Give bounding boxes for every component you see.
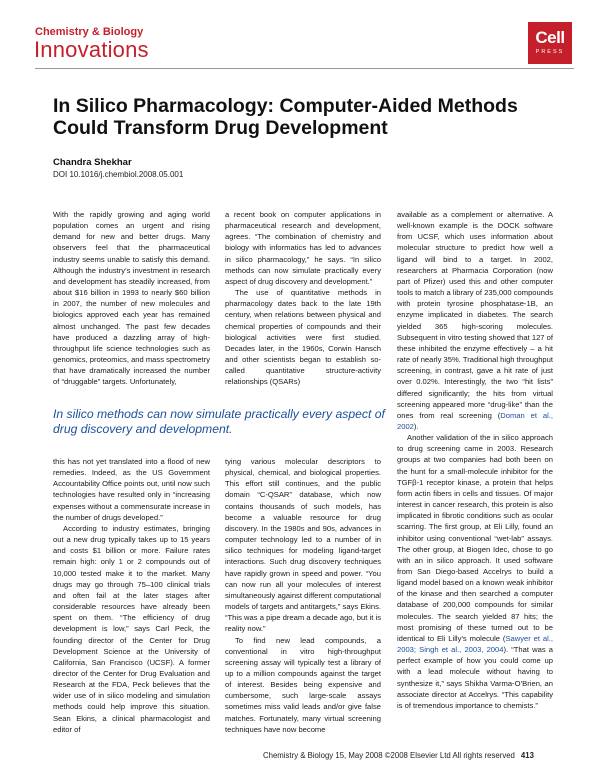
reference-link[interactable]: Sawyer et al., 2003; Singh et al., 2003, 2004 [397, 633, 553, 655]
page-number: 413 [520, 751, 534, 760]
paragraph: According to industry estimates, bringing out a new drug typically takes up to 15 years and costs $1 billion or more. Failure rates remain high: only 1 or 2 compounds out of 10,000 tested make it to the market. Many drugs may go through 75–100 clinical trials and often fail at the later stages after considerable resources have already been spent on them. “The efficiency of drug development is low,” says Carl Peck, the founding director of the Center for Drug Development Science at the University of California, San Francisco (UCSF). A former director of the Center for Drug Evaluation and Research at the FDA, Peck believes that the wider use of in silico modeling and simulation methods could help improve this situation. Sean Ekins, a clinical pharmacologist and editor of [53, 523, 210, 734]
journal-name: Chemistry & Biology [35, 26, 144, 38]
logo-subtext: PRESS [535, 49, 565, 55]
footer-citation: Chemistry & Biology 15, May 2008 ©2008 Elsevier Ltd All rights reserved [263, 751, 515, 760]
paragraph: this has not yet translated into a flood of new remedies. Indeed, as the US Government Accountability Office points out, until now such technologies have resulted only in “increasing expenses without a commensurate increase in the number of drugs developed.” [53, 457, 210, 522]
column-2-bottom [225, 456, 381, 735]
column-2-top [225, 209, 381, 388]
paragraph: tying various molecular descriptors to physical, chemical, and biological properties. This effort still continues, and the public domain “C-QSAR” database, which now contains thousands of such models, has become a valuable resource for drug discovery. In the 1980s and 90s, advances in computer technology led to a number of in silico techniques for modeling ligand-target interactions. Such drug discovery techniques have rapidly grown in speed and power. “You can now run all your molecules of interest simultaneously against different computational models of targets and antitargets,” says Ekins. “This was a pipe dream a decade ago, but it is reality now.” [225, 457, 381, 634]
paragraph: Another validation of the in silico approach to drug screening came in 2003. Research groups at two companies had both been on the hunt for a small-molecule inhibitor for the TGFβ-1 receptor kinase, a protein that helps form actin fibers in cells and tissues. Of major interest in cancer research, this protein is also implicated in fibrotic conditions such as ocular scarring. The first group, at Eli Lilly, found an inhibitor using conventional “wet-lab” assays. The other group, at Biogen Idec, chose to go with an in silico approach. It used software from San Diego-based Accelrys to build a ligand model based on a known weak inhibitor of the kinase and then searched a computer database of 200,000 compounds for similar molecules. The search yielded 87 hits; the most promising of these turned out to be identical to Eli Lilly’s molecule (Sawyer et al., 2003; Singh et al., 2003, 2004). “That was a perfect example of how you could come up with a lead molecule without having to synthesize it,” says Shikha Varma-O’Brien, an associate director at Accelrys. “This capability is of tremendous importance to chemists.” [397, 433, 553, 710]
doi-text: DOI 10.1016/j.chembiol.2008.05.001 [53, 170, 184, 179]
cell-press-logo [528, 22, 572, 64]
paragraph: To find new lead compounds, a conventional in vitro high-throughput screening assay will typically test a library of up to a million compounds against the target of interest. Besides being expensive and cumbersome, such large-scale assays sometimes miss valid leads and/or give false matches. Fortunately, many virtual screening techniques have now become [225, 635, 381, 734]
logo-text: Cell [535, 28, 565, 47]
author-name: Chandra Shekhar [53, 157, 132, 168]
column-1-bottom [53, 456, 210, 735]
reference-link[interactable]: Doman et al., 2002 [397, 410, 553, 431]
article-title: In Silico Pharmacology: Computer-Aided Methods Could Transform Drug Development [53, 95, 518, 139]
paragraph: available as a complement or alternative. A well-known example is the DOCK software from UCSF, which uses information about molecular structure to predict how well a ligand will bind to a target. In 2002, researchers at Pharmacia Corporation (now part of Pfizer) used this and other computer tools to match a library of 235,000 compounds with protein tyrosine phosphatase-1B, an enzyme implicated in diabetes. The search yielded 365 high-scoring molecules. Subsequent in vitro testing showed that 127 of these inhibited the enzyme effectively – a hit rate of nearly 35%. Traditional high throughput screening, in contrast, gave a hit rate of just over 0.02%. Interestingly, the two “hit lists” differed significantly; the hits from virtual screening appeared more “drug-like” than the ones from real screening (Doman et al., 2002). [397, 210, 553, 431]
paragraph: The use of quantitative methods in pharmacology dates back to the late 19th century, when relations between physical and chemical properties of compounds and their biological activities were first studied. Decades later, in the 1960s, Corwin Hansch and other scientists began to establish so-called quantitative structure-activity relationships (QSARs) [225, 288, 381, 387]
column-1-top [53, 209, 210, 388]
paragraph: a recent book on computer applications in pharmaceutical research and development, agrees. “The combination of chemistry and biology with informatics has led to advances in silico pharmacology,” he says. “In silico methods can now simulate practically every aspect of drug discovery and development.” [225, 210, 381, 286]
page-footer [263, 751, 534, 760]
paragraph: With the rapidly growing and aging world population comes an urgent and rising demand for new and better drugs. Many observers feel that the pharmaceutical industry seems unable to satisfy this demand. Although the industry’s investment in research and development has steadily increased, from about $16 billion in 1993 to nearly $60 billion in 2007, the number of new molecules and biologics approved each year has remained almost unchanged. The past few decades have produced a dazzling array of high-throughput life science technologies such as genomics, proteomics, and mass spectrometry that have dramatically increased the number of “druggable” targets. Unfortunately, [53, 210, 210, 387]
section-title: Innovations [34, 37, 149, 62]
pull-quote: In silico methods can now simulate practically every aspect of drug discovery and development. [53, 407, 385, 436]
header-rule [35, 68, 574, 69]
column-3 [397, 209, 553, 711]
